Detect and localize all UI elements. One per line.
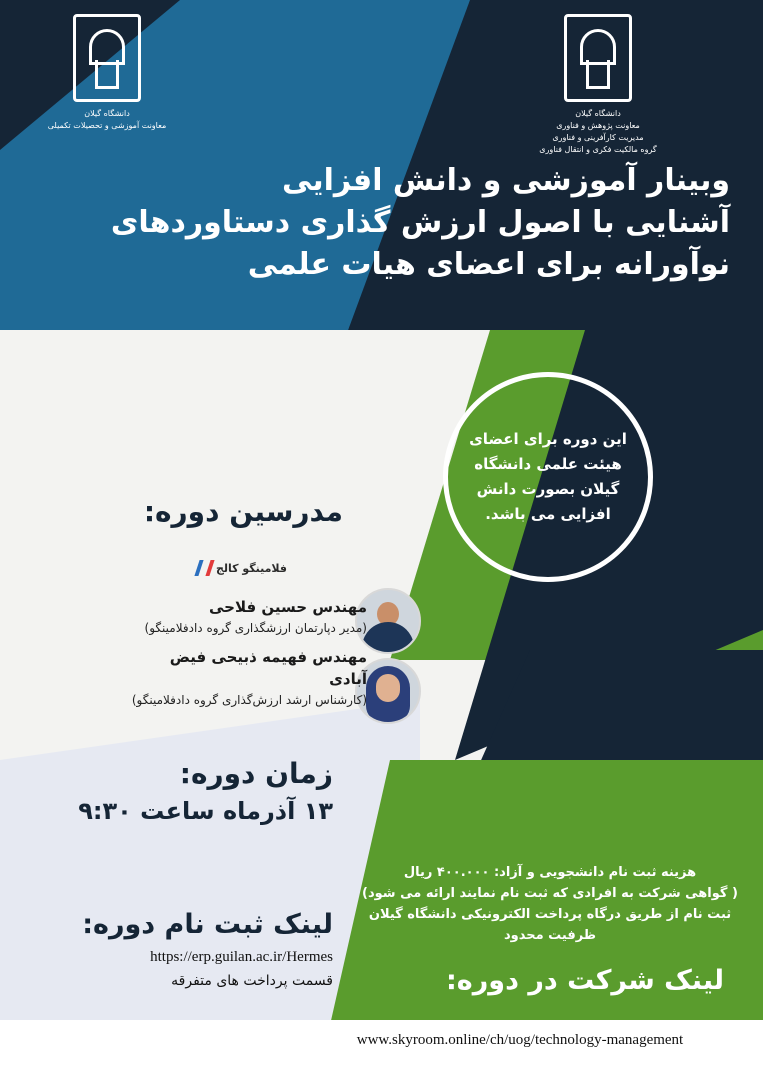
background-bottom-white	[0, 1020, 763, 1080]
brand-slash-red-icon	[205, 560, 214, 576]
logo-right-line-2: معاونت پژوهش و فناوری	[556, 121, 640, 130]
instructor-1-role: (مدیر دپارتمان ارزشگذاری گروه دادفلامینگو)	[144, 621, 367, 635]
fee-line-4: ظرفیت محدود	[503, 928, 597, 943]
title-line-2: آشنایی با اصول ارزش گذاری دستاوردهای	[110, 205, 730, 240]
fee-line-2: ( گواهی شرکت به افرادی که ثبت نام نمایند ارائه می شود)	[362, 886, 738, 901]
instructor-1	[127, 596, 367, 638]
logo-right-line-3: مدیریت کارآفرینی و فناوری	[552, 133, 644, 142]
instructor-2	[127, 646, 367, 710]
course-time-title: زمان دوره:	[179, 757, 333, 790]
logo-left-line-2: معاونت آموزشی و تحصیلات تکمیلی	[47, 121, 167, 130]
logo-right-line-1: دانشگاه گیلان	[575, 109, 621, 118]
title-line-1: وبینار آموزشی و دانش افزایی	[282, 163, 730, 198]
flamingo-college-brand	[191, 560, 287, 576]
course-time-value: ۱۳ آذرماه ساعت ۹:۳۰	[78, 797, 333, 825]
registration-subtitle: قسمت پرداخت های متفرقه	[171, 973, 333, 989]
university-logo-right	[493, 14, 703, 156]
instructor-1-name: مهندس حسین فلاحی	[208, 598, 367, 616]
avatar-body-icon	[362, 622, 414, 652]
logo-right-line-4: گروه مالکیت فکری و انتقال فناوری	[539, 145, 657, 154]
instructors-heading: مدرسین دوره:	[143, 495, 343, 528]
university-logo-left	[22, 14, 192, 132]
registration-block	[13, 905, 333, 993]
brand-slash-blue-icon	[194, 560, 203, 576]
guilan-emblem-icon	[73, 14, 141, 102]
title-line-3: نوآورانه برای اعضای هیات علمی	[247, 247, 730, 282]
fee-line-1: هزینه ثبت نام دانشجویی و آزاد: ۴۰۰.۰۰۰ ریال	[403, 865, 697, 880]
instructor-2-name: مهندس فهیمه ذبیحی فیض آبادی	[169, 648, 367, 688]
join-link-url[interactable]: www.skyroom.online/ch/uog/technology-management	[356, 1032, 684, 1048]
course-time-block	[33, 755, 333, 829]
poster-title	[30, 160, 730, 286]
instructor-2-role: (کارشناس ارشد ارزش‌گذاری گروه دادفلامینگو)	[131, 693, 367, 707]
guilan-emblem-icon-right	[564, 14, 632, 102]
brand-label: فلامینگو کالج	[215, 561, 287, 575]
logo-left-line-1: دانشگاه گیلان	[84, 109, 130, 118]
avatar-face-icon	[376, 674, 400, 702]
join-link-title: لینک شرکت در دوره:	[446, 965, 724, 996]
registration-link[interactable]: https://erp.guilan.ac.ir/Hermes	[150, 949, 333, 965]
audience-note-circle	[443, 372, 653, 582]
fee-line-3: ثبت نام از طریق درگاه پرداخت الکترونیکی دانشگاه گیلان	[368, 907, 732, 922]
fee-details	[360, 862, 740, 946]
audience-note-text: این دوره برای اعضای هیئت علمی دانشگاه گیلان بصورت دانش افزایی می باشد.	[469, 430, 627, 523]
registration-title: لینک ثبت نام دوره:	[82, 909, 333, 940]
